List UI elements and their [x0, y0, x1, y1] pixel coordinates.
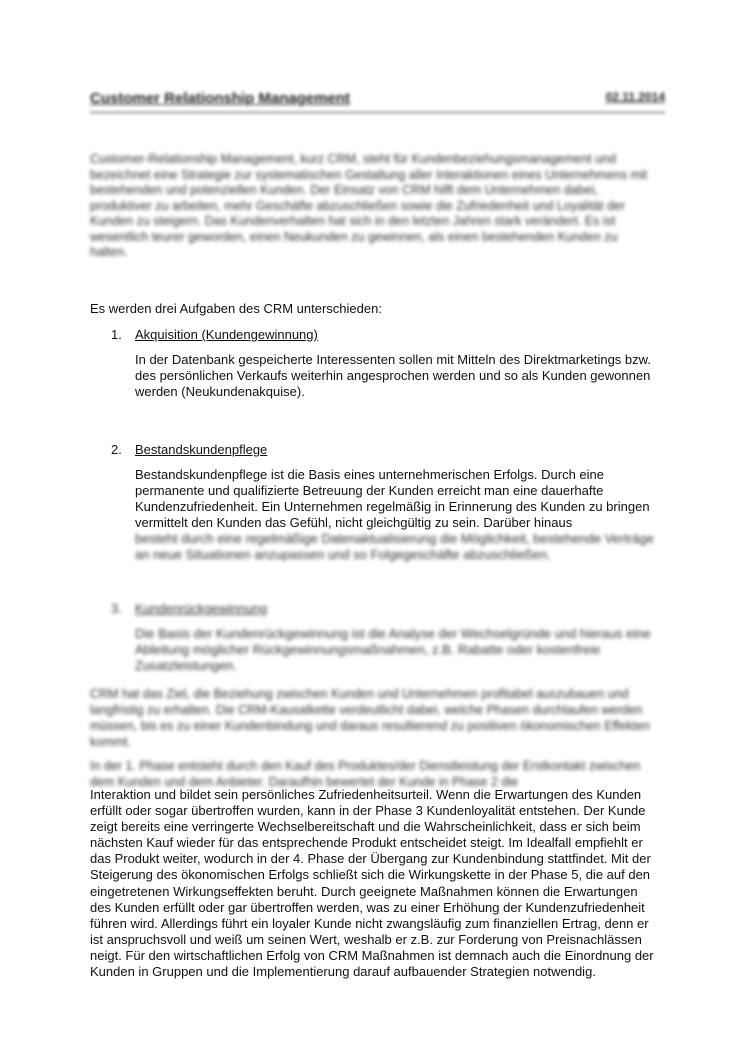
phase-paragraph-blurred: In der 1. Phase entsteht durch den Kauf des Produktes/der Dienstleistung der Erstkontakt zwischen dem Kunden und dem Anbieter. Daraufhin bewertet der Kunde in Phase 2 die	[90, 759, 641, 789]
task-item-customer-care	[111, 442, 671, 562]
task-body	[135, 467, 655, 563]
document-title: Customer Relationship Management	[90, 90, 351, 107]
task-heading: Akquisition (Kundengewinnung)	[135, 327, 318, 342]
task-heading: Kundenrückgewinnung	[135, 601, 268, 616]
task-body: Die Basis der Kundenrückgewinnung ist die Analyse der Wechselgründe und hieraus eine Ableitung möglicher Rückgewinnungsmaßnahmen, z.B. Rabatte oder kostenfreie Zusatzleistungen.	[135, 626, 651, 673]
task-item-recovery	[111, 601, 671, 671]
document-date: 02.11.2014	[605, 90, 665, 104]
task-number: 3.	[111, 601, 122, 616]
task-number: 1.	[111, 327, 122, 342]
document-header	[90, 90, 665, 113]
task-item-acquisition	[111, 327, 671, 407]
crm-goal-paragraph: CRM hat das Ziel, die Beziehung zwischen Kunden und Unternehmen profitabel auszubauen und langfristig zu erhalten. Die CRM-Kausalkette verdeutlicht dabei, welche Phasen durchlaufen werden müssen, bis es zu einer Kundenbindung und daraus resultierend zu positiven ökonomischen Effekten kommt.	[90, 687, 650, 749]
phase-paragraph: Interaktion und bildet sein persönliches Zufriedenheitsurteil. Wenn die Erwartungen des Kunden erfüllt oder sogar übertroffen wurden, kann in der Phase 3 Kundenloyalität entstehen. Der Kunde zeigt bereits eine verringerte Wechselbereitschaft und die Wahrscheinlichkeit, dass er sich beim nächsten Kauf wieder für das entsprechende Produkt entscheidet steigt. Im Idealfall empfiehlt er das Produkt weiter, wodurch in der 4. Phase der Übergang zur Kundenbindung stattfindet. Mit der Steigerung des ökonomischen Erfolgs schließt sich die Wirkungskette in der Phase 5, die auf den eingetretenen Wirkungseffekten beruht. Durch geeignete Maßnahmen können die Erwartungen des Kunden erfüllt oder gar übertroffen werden, was zu einer Erhöhung der Kundenzufriedenheit führen wird. Allerdings führt ein loyaler Kunde nicht zwangsläufig zum finanziellen Ertrag, denn er ist anspruchsvoll und weiß um seinen Wert, weshalb er z.B. zur Forderung von Preisnachlässen neigt. Für den wirtschaftlichen Erfolg von CRM Maßnahmen ist demnach auch die Einordnung der Kunden in Gruppen und die Implementierung darauf aufbauender Strategien notwendig.	[90, 787, 654, 980]
task-body: In der Datenbank gespeicherte Interessenten sollen mit Mitteln des Direktmarketings bzw. des persönlichen Verkaufs weiterhin angesprochen werden und so als Kunden gewonnen werden (Neukundenakquise).	[135, 352, 651, 399]
task-body-text-blurred: besteht durch eine regelmäßige Datenaktualisierung die Möglichkeit, bestehende Verträge an neue Situationen anzupassen und so Folgegeschäfte abzuschließen.	[135, 531, 654, 562]
task-body-text: Bestandskundenpflege ist die Basis eines unternehmerischen Erfolgs. Durch eine permanente und qualifizierte Betreuung der Kunden erreicht man eine dauerhafte Kundenzufriedenheit. Ein Unternehmen regelmäßig in Erinnerung des Kunden zu bringen vermittelt den Kunden das Gefühl, nicht gleichgültig zu sein. Darüber hinaus	[135, 467, 650, 530]
task-number: 2.	[111, 442, 122, 457]
lead-sentence: Es werden drei Aufgaben des CRM unterschieden:	[90, 301, 382, 316]
intro-paragraph: Customer-Relationship Management, kurz CRM, steht für Kundenbeziehungsmanagement und bezeichnet eine Strategie zur systematischen Gestaltung aller Interaktionen eines Unternehmens mit bestehenden und potenziellen Kunden. Der Einsatz von CRM hilft dem Unternehmen dabei, produktiver zu arbeiten, mehr Geschäfte abzuschließen sowie die Zufriedenheit und Loyalität der Kunden zu steigern. Das Kundenverhalten hat sich in den letzten Jahren stark verändert. Es ist wesentlich teurer geworden, einen Neukunden zu gewinnen, als einen bestehenden Kunden zu halten.	[90, 152, 648, 259]
task-heading: Bestandskundenpflege	[135, 442, 268, 457]
